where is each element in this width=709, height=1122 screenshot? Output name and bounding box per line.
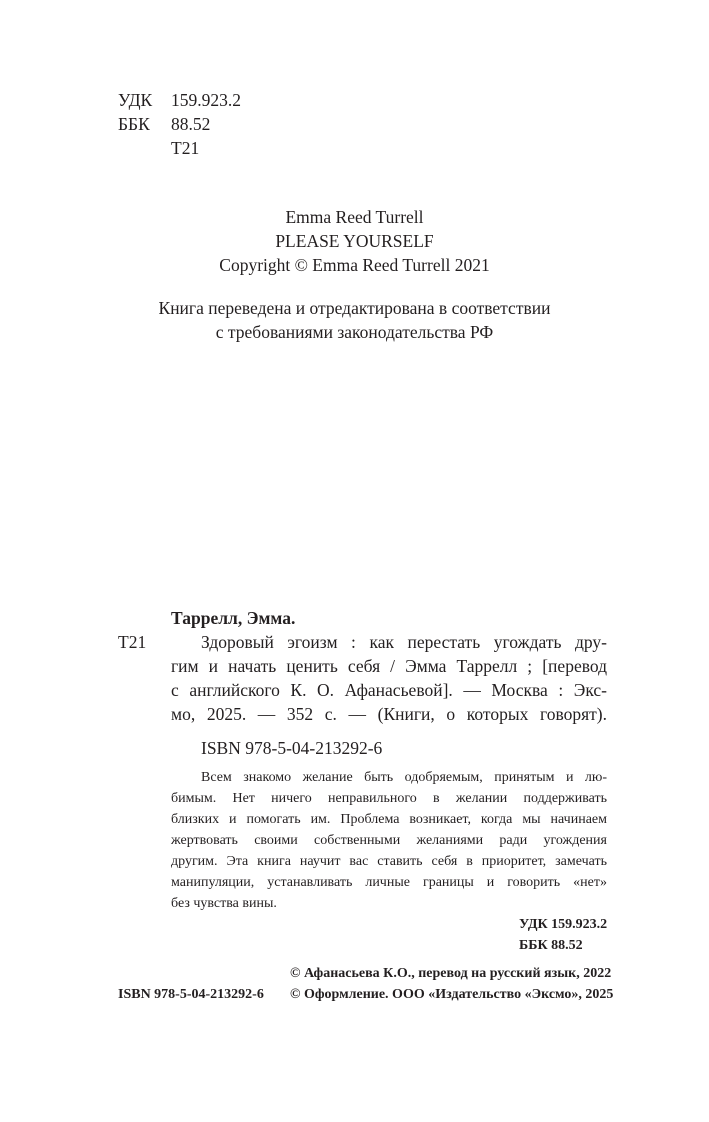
catalog-line-2: гим и начать ценить себя / Эмма Таррелл ; [перевод (171, 656, 607, 676)
author-sign: Т21 (171, 138, 200, 158)
original-author: Emma Reed Turrell (285, 207, 424, 227)
catalog-line-1: Здоровый эгоизм : как перестать угождать дру- (201, 632, 607, 652)
bbk-value: 88.52 (171, 114, 211, 134)
footer-isbn: ISBN 978-5-04-213292-6 (118, 987, 264, 1002)
annotation-line-2: бимым. Нет ничего неправильного в желании поддерживать (171, 791, 607, 806)
catalog-line-4: мо, 2025. — 352 с. — (Книги, о которых говорят). (171, 704, 607, 724)
annotation-line-5: другим. Эта книга научит вас ставить себя в приоритет, замечать (171, 854, 607, 869)
catalog-heading: Таррелл, Эмма. (171, 608, 296, 628)
annotation-line-4: жертвовать своими собственными желаниями ради угождения (171, 833, 607, 848)
catalog-isbn: ISBN 978-5-04-213292-6 (201, 738, 383, 758)
catalog-sign: Т21 (118, 632, 147, 652)
annotation-line-1: Всем знакомо желание быть одобряемым, принятым и лю- (201, 770, 607, 785)
footer-copyright-translation: © Афанасьева К.О., перевод на русский язык, 2022 (290, 966, 612, 981)
catalog-line-3: с английского К. О. Афанасьевой]. — Москва : Экс- (171, 680, 607, 700)
udk-label: УДК (118, 90, 153, 110)
original-title: PLEASE YOURSELF (275, 231, 434, 251)
annotation-line-7: без чувства вины. (171, 896, 277, 911)
bbk-label: ББК (118, 114, 150, 134)
annotation-udk: УДК 159.923.2 (519, 917, 608, 932)
footer-copyright-design: © Оформление. ООО «Издательство «Эксмо», 2025 (290, 987, 614, 1002)
annotation-line-6: манипуляции, устанавливать личные границы и говорить «нет» (171, 875, 607, 890)
annotation-line-3: близких и помогать им. Проблема возникает, когда мы начинаем (171, 812, 607, 827)
original-copyright: Copyright © Emma Reed Turrell 2021 (219, 255, 490, 275)
udk-value: 159.923.2 (171, 90, 241, 110)
legal-note-line-2: с требованиями законодательства РФ (215, 322, 494, 342)
legal-note-line-1: Книга переведена и отредактирована в соответствии (158, 298, 551, 318)
annotation-bbk: ББК 88.52 (519, 938, 583, 953)
